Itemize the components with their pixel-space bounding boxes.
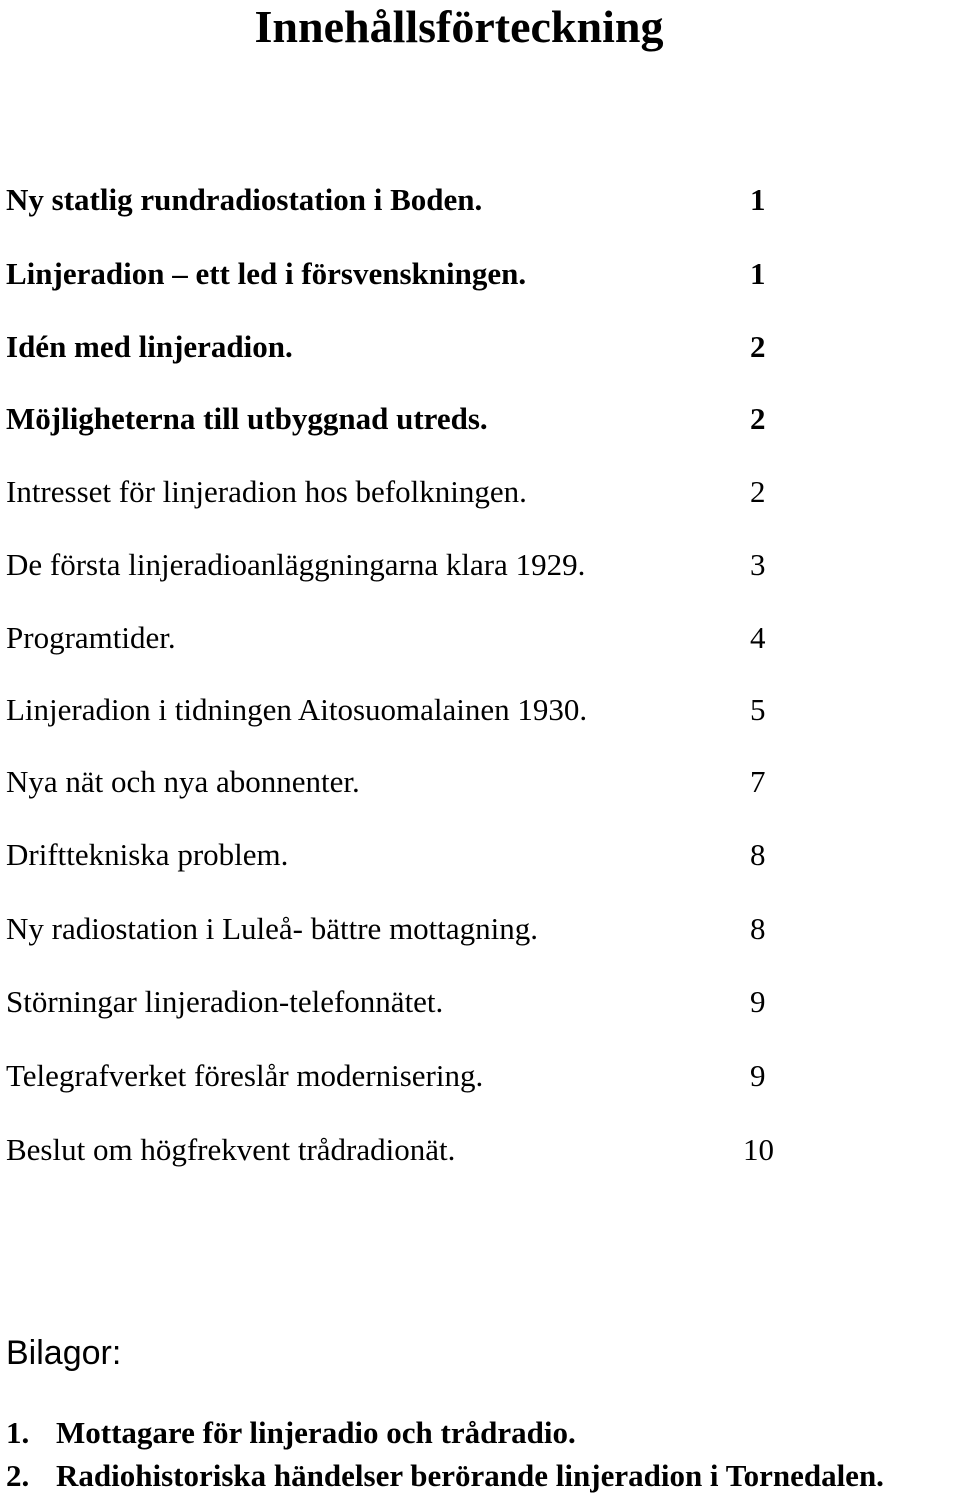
toc-entry-page: 4 — [750, 620, 766, 655]
appendix-item-number: 2. — [6, 1458, 30, 1493]
toc-entry-title: Störningar linjeradion-telefonnätet. — [6, 984, 444, 1019]
toc-entry — [6, 762, 806, 802]
toc-entry-page: 1 — [750, 256, 766, 291]
toc-entry — [6, 1056, 806, 1096]
toc-entry — [6, 1130, 806, 1170]
toc-entry — [6, 327, 806, 367]
toc-entry — [6, 180, 806, 220]
toc-entry-page: 8 — [750, 911, 766, 946]
toc-entry — [6, 254, 806, 294]
toc-entry-title: Programtider. — [6, 620, 176, 655]
toc-entry-title: Nya nät och nya abonnenter. — [6, 764, 360, 799]
toc-entry-page: 1 — [750, 182, 766, 217]
appendix-item — [6, 1413, 576, 1453]
toc-entry-page: 5 — [750, 692, 766, 727]
appendix-item-text: Mottagare för linjeradio och trådradio. — [56, 1415, 576, 1450]
toc-entry-page: 3 — [750, 547, 766, 582]
toc-entry — [6, 909, 806, 949]
toc-entry-title: Möjligheterna till utbyggnad utreds. — [6, 401, 488, 436]
appendix-item-number: 1. — [6, 1415, 30, 1450]
appendix-item — [6, 1456, 884, 1496]
toc-entry-title: Ny radiostation i Luleå- bättre mottagning. — [6, 911, 539, 946]
toc-entry-page: 2 — [750, 401, 766, 436]
toc-entry-page: 2 — [750, 329, 766, 364]
toc-entry-title: Linjeradion – ett led i försvenskningen. — [6, 256, 527, 291]
toc-entry-page: 7 — [750, 764, 766, 799]
toc-entry-title: Drifttekniska problem. — [6, 837, 289, 872]
toc-entry-page: 9 — [750, 984, 766, 1019]
toc-entry-title: De första linjeradioanläggningarna klara 1929. — [6, 547, 586, 582]
toc-entry-page: 8 — [750, 837, 766, 872]
toc-entry — [6, 399, 806, 439]
toc-entry-title: Ny statlig rundradiostation i Boden. — [6, 182, 483, 217]
toc-entry-page: 10 — [743, 1132, 774, 1167]
toc-entry-page: 2 — [750, 474, 766, 509]
page-title: Innehållsförteckning — [254, 1, 664, 52]
toc-entry-page: 9 — [750, 1058, 766, 1093]
appendix-item-text: Radiohistoriska händelser berörande linjeradion i Tornedalen. — [56, 1458, 884, 1493]
toc-entry — [6, 545, 806, 585]
toc-entry — [6, 982, 806, 1022]
toc-entry-title: Beslut om högfrekvent trådradionät. — [6, 1132, 456, 1167]
toc-entry — [6, 690, 806, 730]
toc-entry — [6, 835, 806, 875]
toc-entry-title: Telegrafverket föreslår modernisering. — [6, 1058, 484, 1093]
toc-entry — [6, 618, 806, 658]
toc-entry-title: Linjeradion i tidningen Aitosuomalainen 1930. — [6, 692, 588, 727]
toc-entry-title: Intresset för linjeradion hos befolkningen. — [6, 474, 527, 509]
toc-entry-title: Idén med linjeradion. — [6, 329, 293, 364]
toc-entry — [6, 472, 806, 512]
appendix-heading: Bilagor: — [6, 1334, 122, 1372]
